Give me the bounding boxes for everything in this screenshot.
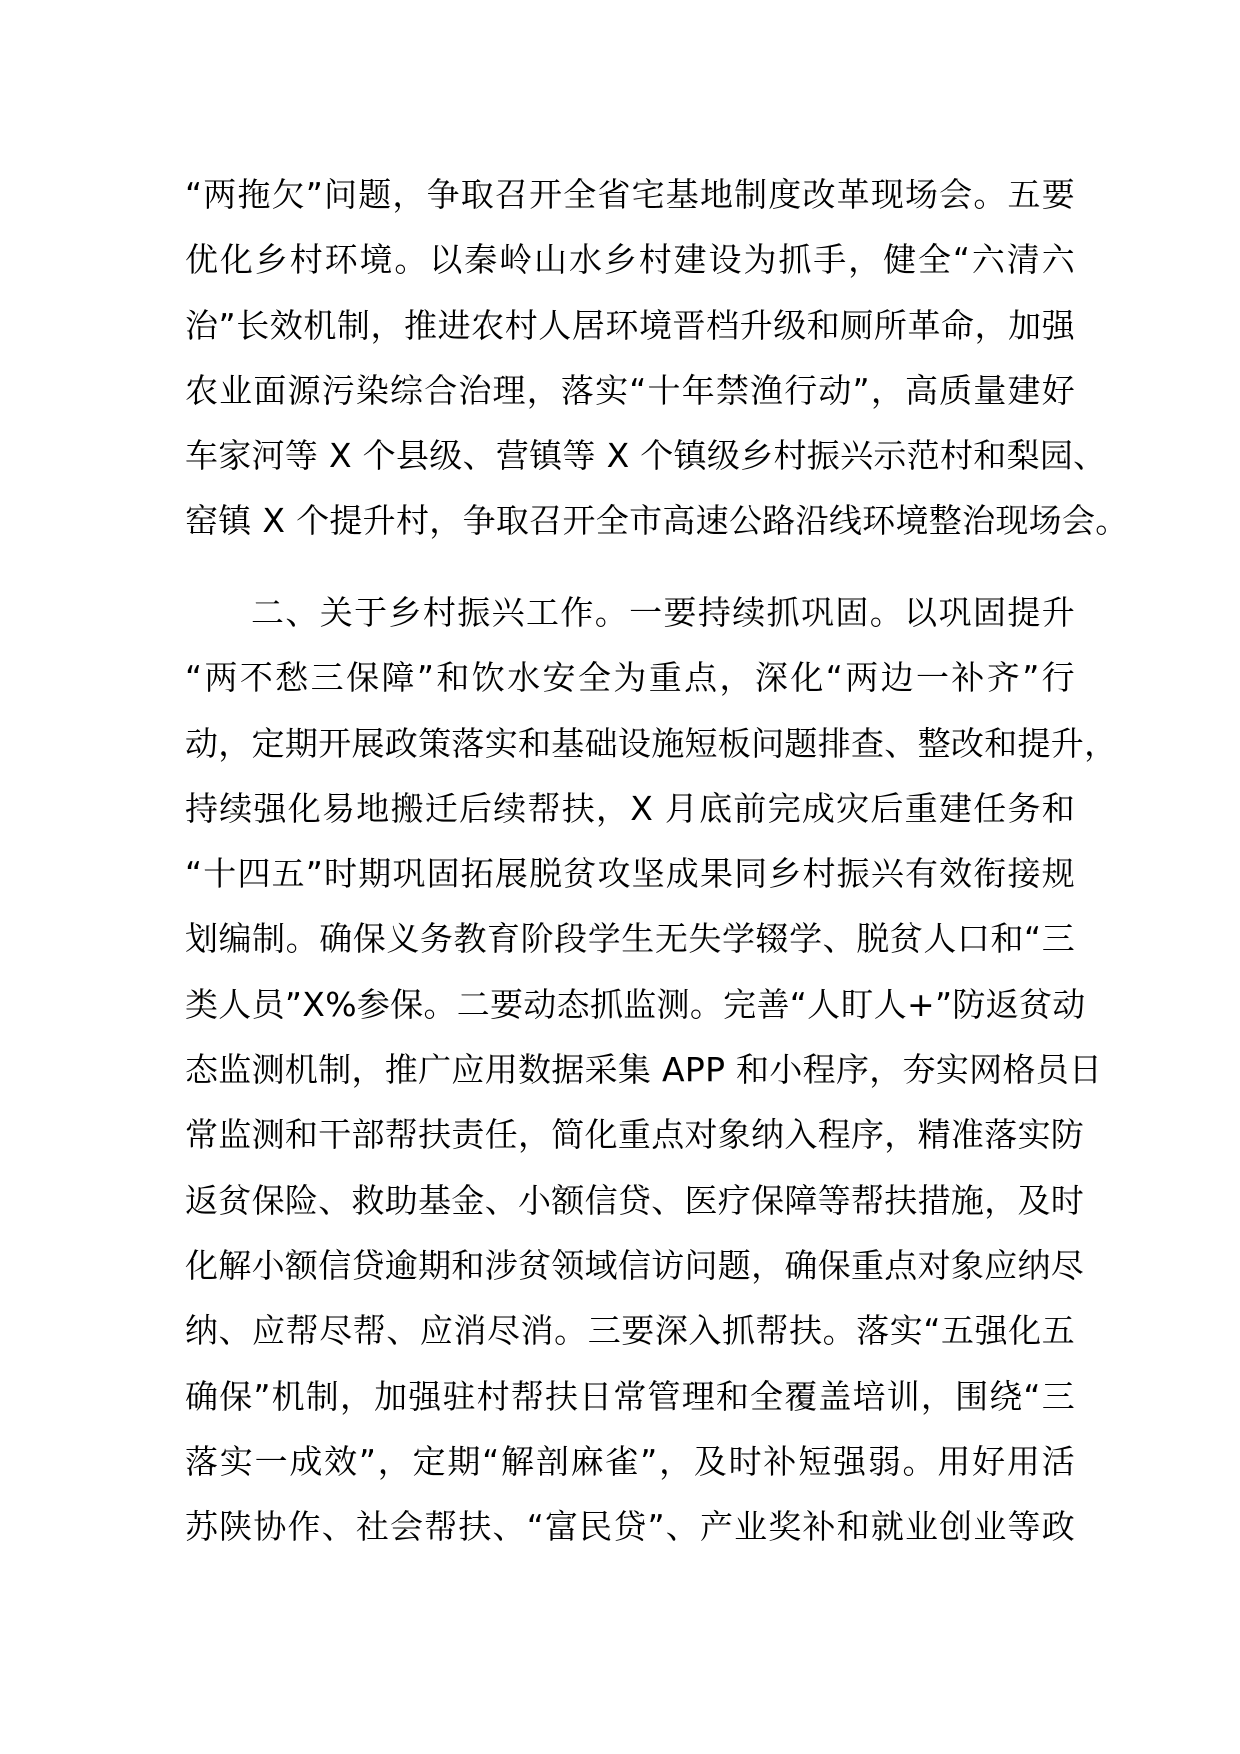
text-line: 治”长效机制，推进农村人居环境晋档升级和厕所革命，加强 <box>185 305 1075 345</box>
text-line: 返贫保险、救助基金、小额信贷、医疗保障等帮扶措施，及时 <box>185 1180 1085 1220</box>
text-line: 持续强化易地搬迁后续帮扶，X 月底前完成灾后重建任务和 <box>185 788 1075 828</box>
text-line: 优化乡村环境。以秦岭山水乡村建设为抓手，健全“六清六 <box>185 240 1075 280</box>
paragraph-rural-revitalization <box>185 580 1118 1559</box>
text-line: 动，定期开展政策落实和基础设施短板问题排查、整改和提升， <box>185 723 1118 763</box>
text-line: “十四五”时期巩固拓展脱贫攻坚成果同乡村振兴有效衔接规 <box>185 854 1075 894</box>
text-line: 化解小额信贷逾期和涉贫领域信访问题，确保重点对象应纳尽 <box>185 1245 1085 1285</box>
text-line: “两拖欠”问题，争取召开全省宅基地制度改革现场会。五要 <box>185 175 1075 214</box>
text-line: 划编制。确保义务教育阶段学生无失学辍学、脱贫人口和“三 <box>185 919 1075 959</box>
text-line: 常监测和干部帮扶责任，简化重点对象纳入程序，精准落实防 <box>185 1115 1085 1155</box>
text-line: “两不愁三保障”和饮水安全为重点，深化“两边一补齐”行 <box>185 658 1075 698</box>
text-line: 车家河等 X 个县级、营镇等 X 个镇级乡村振兴示范村和梨园、 <box>185 436 1107 476</box>
paragraph-continuation <box>185 162 1129 554</box>
text-line: 确保”机制，加强驻村帮扶日常管理和全覆盖培训，围绕“三 <box>185 1376 1075 1416</box>
text-line: 类人员”X%参保。二要动态抓监测。完善“人盯人+”防返贫动 <box>185 984 1086 1024</box>
text-line: 苏陕协作、社会帮扶、“富民贷”、产业奖补和就业创业等政 <box>185 1507 1075 1547</box>
text-line: 纳、应帮尽帮、应消尽消。三要深入抓帮扶。落实“五强化五 <box>185 1311 1075 1351</box>
text-line: 窑镇 X 个提升村，争取召开全市高速公路沿线环境整治现场会。 <box>185 501 1129 541</box>
text-line: 态监测机制，推广应用数据采集 APP 和小程序，夯实网格员日 <box>185 1050 1103 1090</box>
text-line: 二、关于乡村振兴工作。一要持续抓巩固。以巩固提升 <box>251 593 1075 632</box>
text-line: 农业面源污染综合治理，落实“十年禁渔行动”，高质量建好 <box>185 370 1075 410</box>
text-line: 落实一成效”，定期“解剖麻雀”，及时补短强弱。用好用活 <box>185 1441 1075 1481</box>
